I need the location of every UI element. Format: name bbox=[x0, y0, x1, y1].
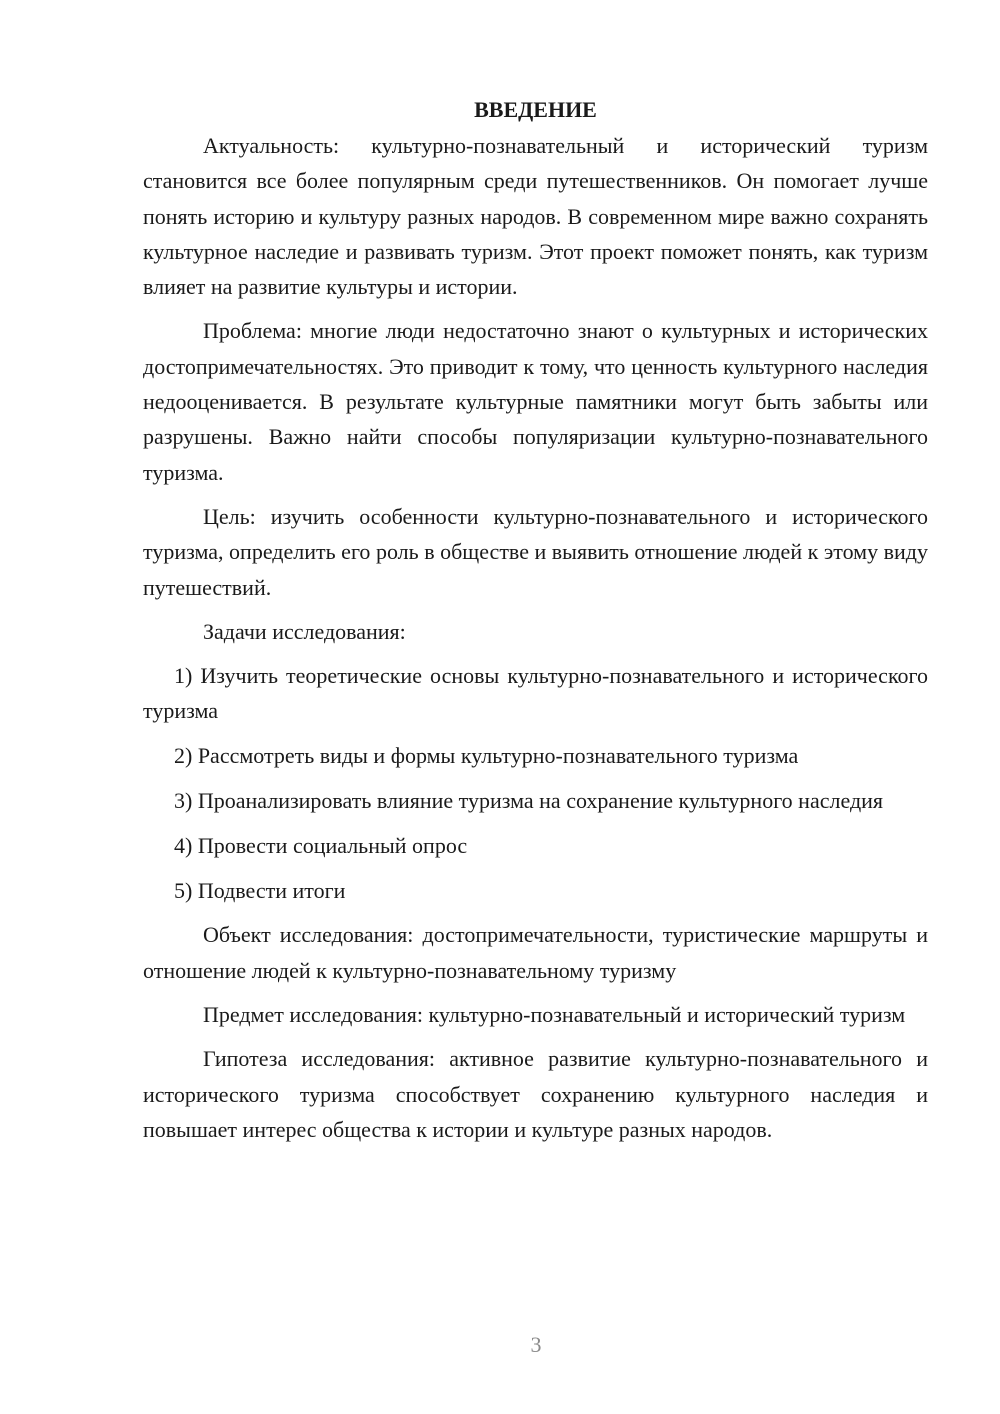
tasks-heading: Задачи исследования: bbox=[203, 618, 406, 644]
page-title: ВВЕДЕНИЕ bbox=[474, 97, 597, 122]
relevance-paragraph: Актуальность: культурно-познавательный и исторический туризм становится все более популярным среди путешественников. Он помогает лучше понять историю и культуру разных народов. В современном мире важно сохранять культурное наследие и развивать туризм. Этот проект поможет понять, как туризм влияет на развитие культуры и истории. bbox=[143, 133, 928, 300]
page-number: 3 bbox=[530, 1332, 542, 1357]
object-paragraph: Объект исследования: достопримечательности, туристические маршруты и отношение людей к культурно-познавательному туризму bbox=[143, 922, 928, 983]
hypothesis-paragraph: Гипотеза исследования: активное развитие культурно-познавательного и исторического туризма способствует сохранению культурного наследия и повышает интерес общества к истории и культуре разных народов. bbox=[143, 1046, 928, 1142]
subject-paragraph: Предмет исследования: культурно-познавательный и исторический туризм bbox=[203, 1002, 906, 1028]
list-item: 3) Проанализировать влияние туризма на сохранение культурного наследия bbox=[174, 788, 884, 814]
problem-paragraph: Проблема: многие люди недостаточно знают о культурных и исторических достопримечательностях. Это приводит к тому, что ценность культурного наследия недооценивается. В результате культурные памятники могут быть забыты или разрушены. Важно найти способы популяризации культурно-познавательного туризма. bbox=[143, 318, 928, 485]
goal-paragraph: Цель: изучить особенности культурно-познавательного и исторического туризма, определить его роль в обществе и выявить отношение людей к этому виду путешествий. bbox=[143, 503, 928, 600]
list-item: 5) Подвести итоги bbox=[174, 877, 346, 903]
list-item: 2) Рассмотреть виды и формы культурно-познавательного туризма bbox=[174, 743, 799, 769]
list-item: 4) Провести социальный опрос bbox=[174, 832, 468, 858]
list-item: 1) Изучить теоретические основы культурно-познавательного и исторического туризма bbox=[143, 663, 928, 724]
document-page bbox=[143, 92, 928, 1156]
